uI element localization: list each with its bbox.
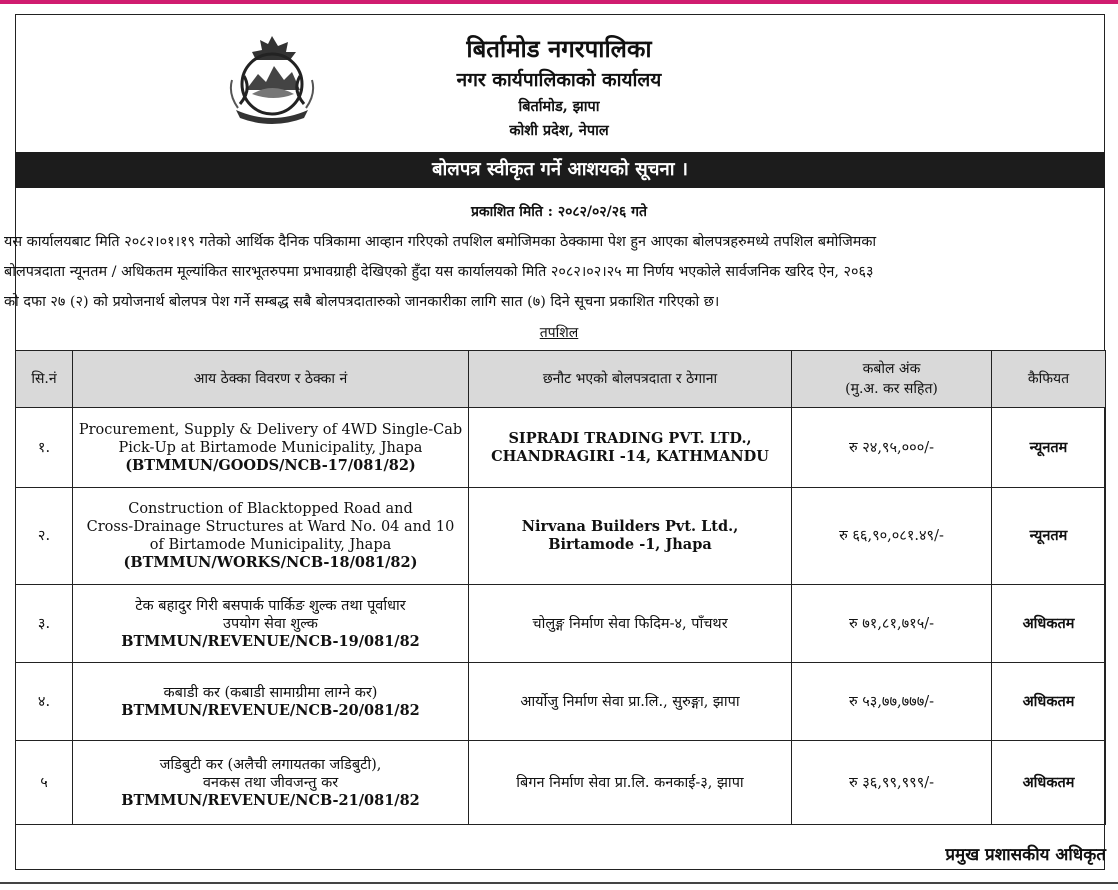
cell-remark: अधिकतम (992, 741, 1106, 825)
contract-code: BTMMUN/REVENUE/NCB-20/081/82 (121, 701, 420, 719)
cell-description: कबाडी कर (कबाडी सामाग्रीमा लाग्ने कर) BTMMUN/REVENUE/NCB-20/081/82 (73, 663, 469, 741)
cell-description: टेक बहादुर गिरी बसपार्क पार्किङ शुल्क तथा पूर्वाधार उपयोग सेवा शुल्क BTMMUN/REVENUE/NCB-19/081/82 (73, 585, 469, 663)
col-header-amount: कबोल अंक (मु.अ. कर सहित) (792, 351, 992, 408)
table-row (16, 741, 1106, 825)
col-header-sn: सि.नं (16, 351, 73, 408)
notice-body-line: बोलपत्रदाता न्यूनतम / अधिकतम मूल्यांकित सारभूतरुपमा प्रभावग्राही देखिएको हुँदा यस कार्यालयको मिति २०८२।०२।२५ मा निर्णय भएकोले सार्वजनिक खरिद ऐन, २०६३ (4, 264, 874, 280)
cell-amount: रु ३६,९९,९९९/- (792, 741, 992, 825)
notice-title-banner: बोलपत्र स्वीकृत गर्ने आशयको सूचना । (15, 152, 1105, 188)
cell-remark: अधिकतम (992, 585, 1106, 663)
col-header-description: आय ठेक्का विवरण र ठेक्का नं (73, 351, 469, 408)
table-header-row (16, 351, 1106, 408)
contract-code: BTMMUN/REVENUE/NCB-21/081/82 (121, 791, 420, 809)
org-name: बिर्तामोड नगरपालिका (466, 34, 652, 63)
cell-bidder: चोलुङ्ग निर्माण सेवा फिदिम-४, पाँचथर (469, 585, 792, 663)
cell-description: Procurement, Supply & Delivery of 4WD Single-Cab Pick-Up at Birtamode Municipality, Jhapa (BTMMUN/GOODS/NCB-17/081/82) (73, 408, 469, 488)
top-accent-rule (0, 0, 1118, 4)
col-header-bidder: छनौट भएको बोलपत्रदाता र ठेगाना (469, 351, 792, 408)
signature-title: प्रमुख प्रशासकीय अधिकृत (945, 845, 1106, 865)
cell-amount: रु ५३,७७,७७७/- (792, 663, 992, 741)
cell-remark: न्यूनतम (992, 488, 1106, 585)
contract-code: (BTMMUN/WORKS/NCB-18/081/82) (123, 554, 418, 571)
bottom-rule (0, 882, 1118, 884)
published-date: प्रकाशित मिति : २०८२/०२/२६ गते (470, 204, 648, 220)
cell-sn: ५ (16, 741, 73, 825)
cell-description: जडिबुटी कर (अलैची लगायतका जडिबुटी), वनकस तथा जीवजन्तु कर BTMMUN/REVENUE/NCB-21/081/82 (73, 741, 469, 825)
cell-sn: १. (16, 408, 73, 488)
cell-sn: २. (16, 488, 73, 585)
cell-amount: रु २४,९५,०००/- (792, 408, 992, 488)
office-province: कोशी प्रदेश, नेपाल (509, 122, 609, 139)
cell-bidder: Nirvana Builders Pvt. Ltd., Birtamode -1, Jhapa (469, 488, 792, 585)
notice-body-line: यस कार्यालयबाट मिति २०८२।०१।१९ गतेको आर्थिक दैनिक पत्रिकामा आव्हान गरिएको तपशिल बमोजिमका ठेक्कामा पेश हुन आएका बोलपत्रहरुमध्ये तपशिल बमोजिमका (4, 234, 877, 250)
office-name: नगर कार्यपालिकाको कार्यालय (456, 69, 662, 91)
office-location: बिर्तामोड, झापा (518, 98, 600, 115)
schedule-heading: तपशिल (539, 325, 579, 341)
notice-body-line: को दफा २७ (२) को प्रयोजनार्थ बोलपत्र पेश गर्ने सम्बद्ध सबै बोलपत्रदातारुको जानकारीका लागि सात (७) दिने सूचना प्रकाशित गरिएको छ। (4, 294, 720, 310)
contract-code: BTMMUN/REVENUE/NCB-19/081/82 (121, 632, 420, 650)
cell-bidder: SIPRADI TRADING PVT. LTD., CHANDRAGIRI -14, KATHMANDU (469, 408, 792, 488)
contract-code: (BTMMUN/GOODS/NCB-17/081/82) (125, 456, 416, 474)
cell-sn: ३. (16, 585, 73, 663)
col-header-remark: कैफियत (992, 351, 1106, 408)
table-row (16, 488, 1106, 585)
cell-description: Construction of Blacktopped Road and Cross-Drainage Structures at Ward No. 04 and 10 of Birtamode Municipality, Jhapa (BTMMUN/WORKS/NCB-18/081/82) (73, 488, 469, 585)
cell-remark: अधिकतम (992, 663, 1106, 741)
cell-sn: ४. (16, 663, 73, 741)
bid-schedule-table (15, 350, 1106, 825)
notice-body (4, 227, 1114, 317)
table-row (16, 585, 1106, 663)
cell-amount: रु ७१,८१,७१५/- (792, 585, 992, 663)
cell-remark: न्यूनतम (992, 408, 1106, 488)
cell-amount: रु ६६,९०,०८१.४९/- (792, 488, 992, 585)
table-row (16, 408, 1106, 488)
cell-bidder: बिगन निर्माण सेवा प्रा.लि. कनकाई-३, झापा (469, 741, 792, 825)
cell-bidder: आर्योजु निर्माण सेवा प्रा.लि., सुरुङ्गा, झापा (469, 663, 792, 741)
table-row (16, 663, 1106, 741)
